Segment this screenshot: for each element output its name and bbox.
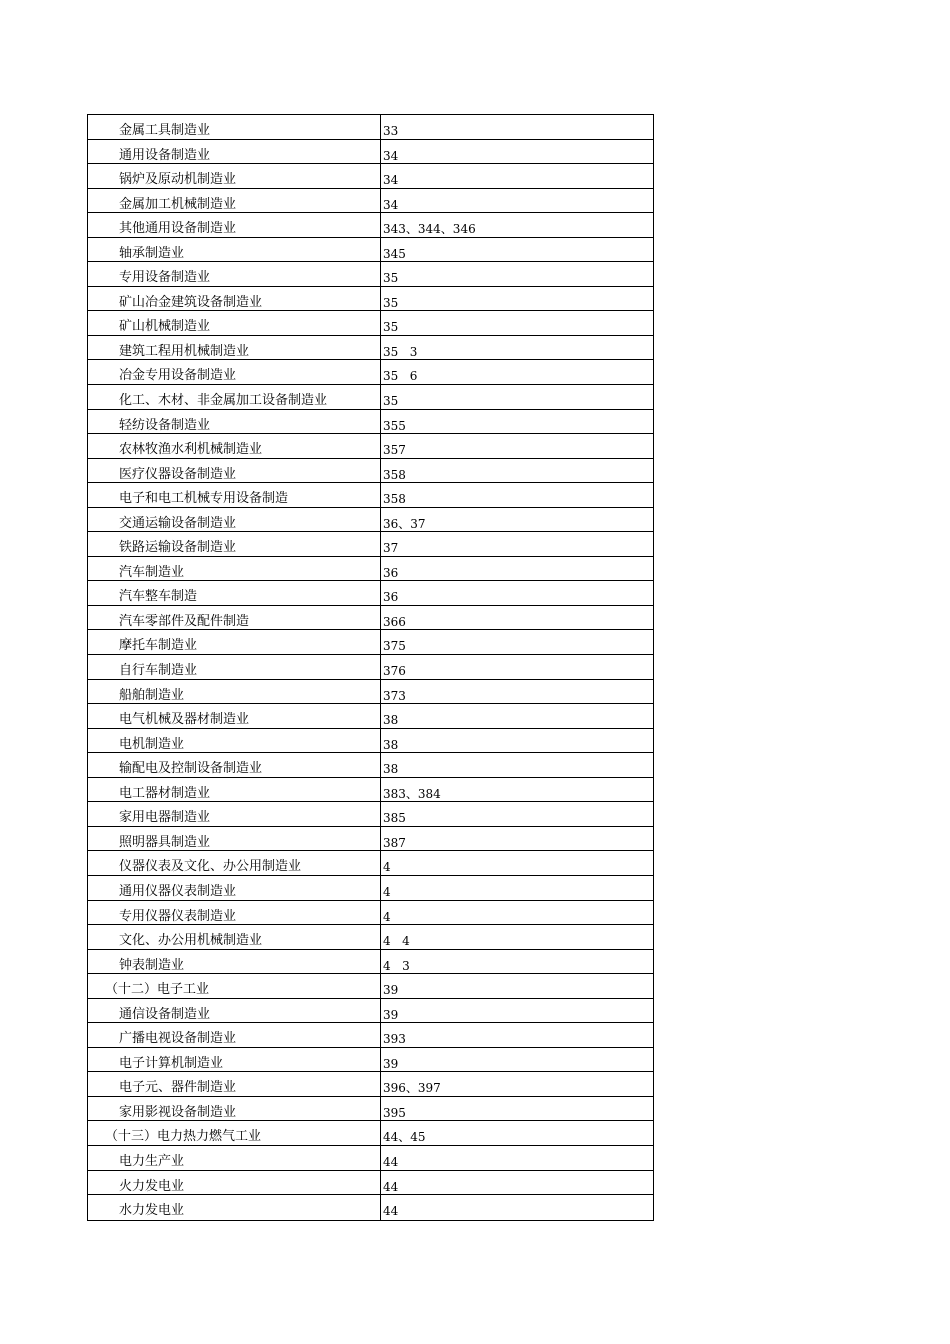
industry-name-cell: 轴承制造业	[88, 238, 381, 262]
industry-code-cell: 38	[383, 737, 399, 752]
industry-code-cell: 39	[383, 1007, 399, 1022]
industry-name-cell: 交通运输设备制造业	[88, 508, 381, 532]
table-row	[88, 606, 653, 631]
industry-code-table	[87, 114, 654, 1221]
industry-name-cell: 汽车整车制造	[88, 581, 381, 605]
category-heading-cell: （十三）电力热力燃气工业	[88, 1121, 381, 1145]
table-row	[88, 287, 653, 312]
industry-name-cell: 电力生产业	[88, 1146, 381, 1170]
industry-code-cell: 38	[383, 713, 399, 728]
industry-name-cell: 汽车制造业	[88, 557, 381, 581]
industry-code-cell: 357	[383, 443, 406, 458]
industry-name-cell: 家用影视设备制造业	[88, 1097, 381, 1121]
industry-name-cell: 家用电器制造业	[88, 802, 381, 826]
table-row	[88, 336, 653, 361]
industry-code-cell: 38	[383, 762, 399, 777]
industry-code-cell: 395	[383, 1105, 406, 1120]
table-row	[88, 1023, 653, 1048]
table-row	[88, 1048, 653, 1073]
industry-name-cell: 广播电视设备制造业	[88, 1023, 381, 1047]
industry-code-cell: 396、397	[383, 1081, 441, 1096]
industry-name-cell: 铁路运输设备制造业	[88, 532, 381, 556]
industry-name-cell: 矿山机械制造业	[88, 311, 381, 335]
industry-code-cell: 355	[383, 418, 406, 433]
industry-code-cell: 35	[383, 394, 399, 409]
industry-code-cell: 36	[383, 590, 399, 605]
table-row	[88, 876, 653, 901]
table-row	[88, 189, 653, 214]
table-row	[88, 827, 653, 852]
industry-name-cell: 电子和电工机械专用设备制造	[88, 483, 381, 507]
industry-name-cell: 金属工具制造业	[88, 115, 381, 139]
industry-code-cell: 44	[383, 1154, 399, 1169]
industry-code-cell: 373	[383, 688, 406, 703]
table-row	[88, 704, 653, 729]
table-row	[88, 532, 653, 557]
industry-code-cell: 36、37	[383, 516, 426, 531]
industry-name-cell: 其他通用设备制造业	[88, 213, 381, 237]
industry-code-cell: 376	[383, 664, 406, 679]
table-row	[88, 753, 653, 778]
industry-code-cell: 4 4	[383, 934, 410, 949]
industry-code-cell: 39	[383, 983, 399, 998]
industry-code-cell: 358	[383, 492, 406, 507]
table-row	[88, 1097, 653, 1122]
industry-name-cell: 通信设备制造业	[88, 999, 381, 1023]
industry-name-cell: 专用设备制造业	[88, 262, 381, 286]
table-row	[88, 950, 653, 975]
table-row	[88, 164, 653, 189]
table-row	[88, 925, 653, 950]
industry-code-cell: 44	[383, 1204, 399, 1219]
table-row	[88, 238, 653, 263]
table-row	[88, 1171, 653, 1196]
industry-code-cell: 35	[383, 295, 399, 310]
table-row	[88, 1146, 653, 1171]
industry-name-cell: 电子元、器件制造业	[88, 1072, 381, 1096]
table-row	[88, 360, 653, 385]
industry-code-cell: 358	[383, 467, 406, 482]
table-row	[88, 434, 653, 459]
industry-name-cell: 文化、办公用机械制造业	[88, 925, 381, 949]
industry-name-cell: 建筑工程用机械制造业	[88, 336, 381, 360]
table-row	[88, 999, 653, 1024]
industry-name-cell: 输配电及控制设备制造业	[88, 753, 381, 777]
industry-name-cell: 锅炉及原动机制造业	[88, 164, 381, 188]
table-row	[88, 1121, 653, 1146]
industry-name-cell: 金属加工机械制造业	[88, 189, 381, 213]
industry-name-cell: 电子计算机制造业	[88, 1048, 381, 1072]
table-row	[88, 140, 653, 165]
industry-name-cell: 农林牧渔水利机械制造业	[88, 434, 381, 458]
table-row	[88, 557, 653, 582]
table-row	[88, 311, 653, 336]
table-row	[88, 851, 653, 876]
industry-code-cell: 393	[383, 1032, 406, 1047]
industry-code-cell: 34	[383, 197, 399, 212]
industry-name-cell: 冶金专用设备制造业	[88, 360, 381, 384]
table-row	[88, 680, 653, 705]
industry-code-cell: 34	[383, 148, 399, 163]
industry-code-cell: 35	[383, 320, 399, 335]
industry-code-cell: 37	[383, 541, 399, 556]
table-row	[88, 901, 653, 926]
table-row	[88, 483, 653, 508]
category-heading-cell: （十二）电子工业	[88, 974, 381, 998]
industry-name-cell: 摩托车制造业	[88, 630, 381, 654]
industry-name-cell: 电机制造业	[88, 729, 381, 753]
industry-code-cell: 4	[383, 860, 391, 875]
industry-code-cell: 343、344、346	[383, 222, 476, 237]
industry-name-cell: 汽车零部件及配件制造	[88, 606, 381, 630]
industry-name-cell: 专用仪器仪表制造业	[88, 901, 381, 925]
table-row	[88, 213, 653, 238]
industry-name-cell: 矿山冶金建筑设备制造业	[88, 287, 381, 311]
industry-code-cell: 33	[383, 124, 399, 138]
industry-code-cell: 35 3	[383, 344, 418, 359]
industry-code-cell: 345	[383, 246, 406, 261]
table-row	[88, 581, 653, 606]
industry-code-cell: 387	[383, 835, 406, 850]
table-row	[88, 1072, 653, 1097]
industry-name-cell: 通用设备制造业	[88, 140, 381, 164]
industry-name-cell: 电气机械及器材制造业	[88, 704, 381, 728]
industry-code-cell: 4	[383, 884, 391, 899]
table-row	[88, 508, 653, 533]
industry-name-cell: 仪器仪表及文化、办公用制造业	[88, 851, 381, 875]
industry-code-cell: 4 3	[383, 958, 410, 973]
table-row	[88, 974, 653, 999]
industry-code-cell: 44、45	[383, 1130, 426, 1145]
industry-code-cell: 385	[383, 811, 406, 826]
industry-name-cell: 化工、木材、非金属加工设备制造业	[88, 385, 381, 409]
industry-code-cell: 44	[383, 1179, 399, 1194]
industry-name-cell: 医疗仪器设备制造业	[88, 459, 381, 483]
industry-name-cell: 火力发电业	[88, 1171, 381, 1195]
industry-name-cell: 轻纺设备制造业	[88, 410, 381, 434]
table-row	[88, 802, 653, 827]
table-row	[88, 1195, 653, 1220]
industry-name-cell: 照明器具制造业	[88, 827, 381, 851]
table-row	[88, 459, 653, 484]
industry-code-cell: 35 6	[383, 369, 418, 384]
industry-code-cell: 36	[383, 565, 399, 580]
table-row	[88, 115, 653, 140]
table-row	[88, 262, 653, 287]
industry-code-cell: 375	[383, 639, 406, 654]
table-row	[88, 729, 653, 754]
table-row	[88, 778, 653, 803]
industry-code-cell: 34	[383, 173, 399, 188]
table-row	[88, 410, 653, 435]
industry-code-cell: 4	[383, 909, 391, 924]
industry-code-cell: 366	[383, 614, 406, 629]
industry-code-cell: 383、384	[383, 786, 441, 801]
industry-code-cell: 39	[383, 1056, 399, 1071]
industry-name-cell: 水力发电业	[88, 1195, 381, 1220]
industry-code-cell: 35	[383, 271, 399, 286]
industry-name-cell: 电工器材制造业	[88, 778, 381, 802]
table-row	[88, 385, 653, 410]
table-row	[88, 630, 653, 655]
industry-name-cell: 钟表制造业	[88, 950, 381, 974]
industry-name-cell: 通用仪器仪表制造业	[88, 876, 381, 900]
industry-name-cell: 船舶制造业	[88, 680, 381, 704]
industry-name-cell: 自行车制造业	[88, 655, 381, 679]
table-row	[88, 655, 653, 680]
